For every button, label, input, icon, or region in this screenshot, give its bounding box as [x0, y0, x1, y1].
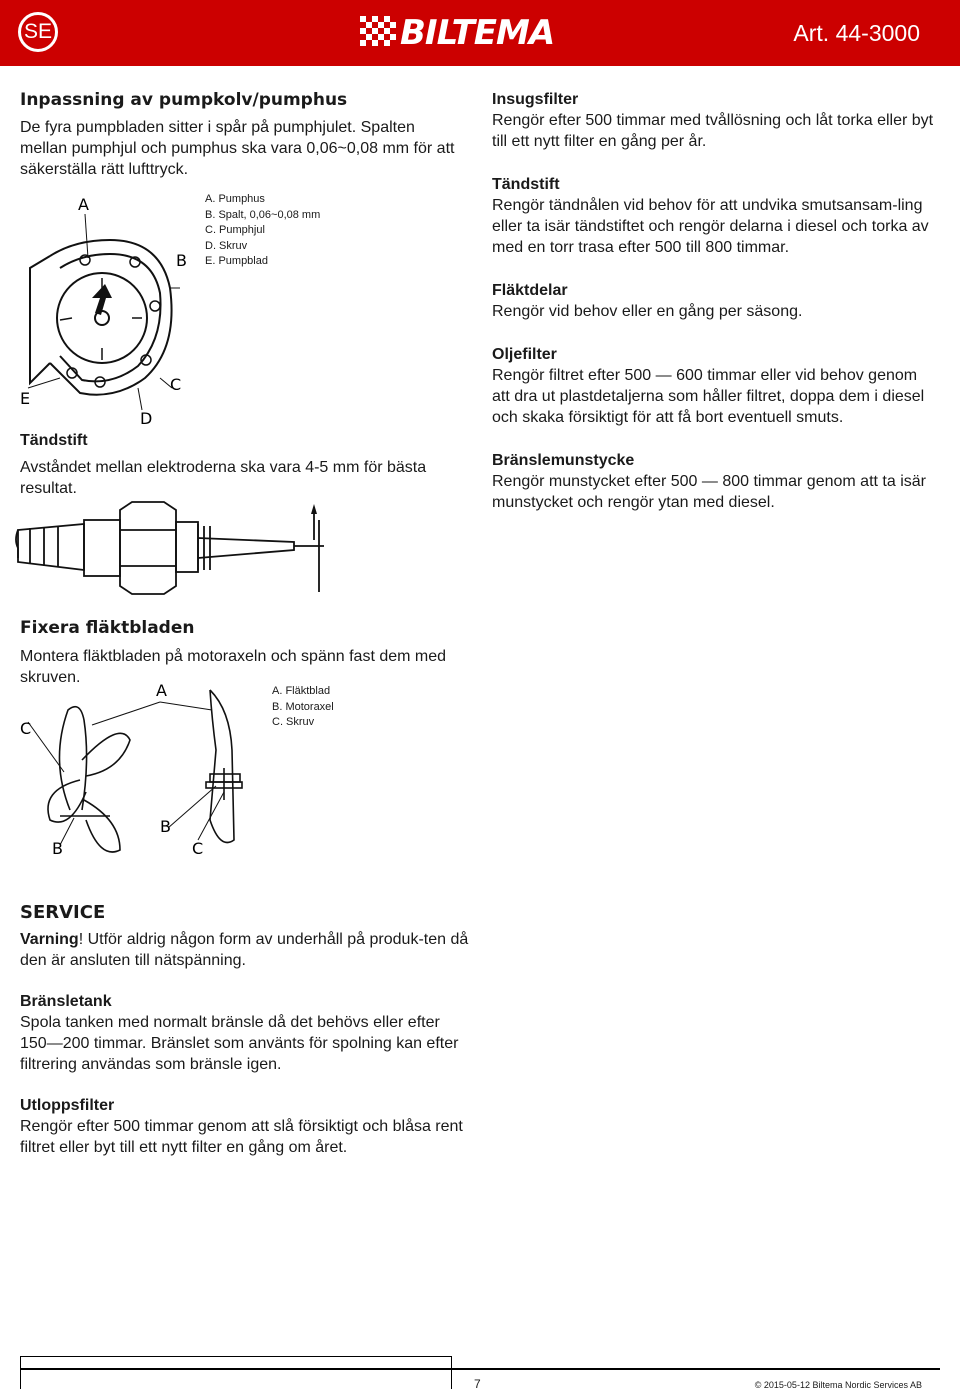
section-title: Bränsletank — [20, 993, 112, 1010]
pump-legend-item: E. Pumpblad — [205, 255, 268, 267]
fan-title: Fixera fläktbladen — [20, 618, 195, 638]
fan-callout-b: B — [52, 839, 63, 858]
checker-flag-icon — [360, 16, 396, 46]
maintenance-section — [492, 280, 934, 322]
fan-callout-c: C — [192, 839, 204, 858]
warning-label: Varning — [20, 931, 79, 948]
maintenance-section — [492, 174, 934, 258]
service-subsection — [20, 991, 470, 1075]
fan-legend — [272, 684, 392, 731]
section-title: Fläktdelar — [492, 282, 568, 299]
section-text: Spola tanken med normalt bränsle då det behövs eller efter 150—200 timmar. Bränslet som använts för spolning kan efter filtrering användas som bränsle igen. — [20, 1014, 459, 1073]
section-text: Rengör efter 500 timmar med tvållösning och låt torka eller byt till ett nytt filter en gång per år. — [492, 112, 934, 150]
pump-callout-d: D — [140, 409, 153, 428]
maintenance-section — [492, 450, 934, 513]
pump-callout-b: B — [176, 251, 187, 270]
fan-diagram — [20, 680, 270, 860]
fan-callout-c: C — [20, 719, 32, 738]
section-text: Rengör efter 500 timmar genom att slå försiktigt och blåsa rent filtret eller byt till ett nytt filter en gång om året. — [20, 1118, 463, 1156]
pump-section — [20, 90, 460, 180]
article-number: Art. 44-3000 — [793, 20, 920, 46]
section-text: Rengör tändnålen vid behov för att undvika smutsansam-ling eller ta isär tändstiftet och rengör delarna i diesel och torka av med en torr trasa efter 500 till 800 timmar. — [492, 197, 929, 256]
fan-legend-item: A. Fläktblad — [272, 685, 331, 697]
section-title: Insugsfilter — [492, 91, 579, 108]
brand-logo: BILTEMA — [400, 13, 555, 53]
page-number: 7 — [474, 1377, 481, 1391]
spark-plug-section — [20, 430, 470, 499]
footer-frame — [20, 1356, 452, 1389]
pump-callout-a: A — [78, 195, 89, 214]
fan-legend-item: C. Skruv — [272, 716, 315, 728]
fan-callout-a: A — [156, 681, 167, 700]
pump-legend-item: D. Skruv — [205, 239, 248, 252]
section-title: Utloppsfilter — [20, 1097, 115, 1114]
fan-section — [20, 618, 470, 688]
warning-body: ! Utför aldrig någon form av underhåll på produk-ten då den är ansluten till nätspänning. — [20, 931, 469, 969]
service-subsection — [20, 1095, 470, 1158]
pump-legend-item: A. Pumphus — [205, 193, 265, 205]
pump-legend — [205, 192, 365, 270]
pump-diagram — [20, 188, 205, 428]
spark-plug-diagram — [14, 500, 344, 595]
footer-divider — [20, 1368, 940, 1370]
pump-legend-item: B. Spalt, 0,06~0,08 mm — [205, 208, 321, 221]
section-title: Tändstift — [492, 176, 560, 193]
pump-callout-e: E — [20, 389, 31, 408]
section-text: Rengör filtret efter 500 — 600 timmar eller vid behov genom att dra ut plastdetaljerna som håller filtret, doppa dem i diesel och skaka försiktigt för att få bort eventuell smuts. — [492, 367, 925, 426]
copyright: © 2015-05-12 Biltema Nordic Services AB — [754, 1380, 922, 1390]
pump-text: De fyra pumpbladen sitter i spår på pumphjulet. Spalten mellan pumphjul och pumphus ska vara 0,06~0,08 mm för att säkerställa rätt lufttryck. — [20, 119, 455, 178]
fan-text: Montera fläktbladen på motoraxeln och spänn fast dem med skruven. — [20, 648, 447, 686]
spark-plug-text: Avståndet mellan elektroderna ska vara 4-5 mm för bästa resultat. — [20, 459, 427, 497]
maintenance-section — [492, 344, 934, 428]
pump-callout-c: C — [170, 375, 182, 394]
warning-text — [20, 929, 470, 971]
section-title: Oljefilter — [492, 346, 557, 363]
section-text: Rengör munstycket efter 500 — 800 timmar genom att ta isär munstycket och rengör ytan med diesel. — [492, 473, 926, 511]
header-bar — [0, 0, 960, 66]
maintenance-section — [492, 89, 934, 152]
pump-title: Inpassning av pumpkolv/pumphus — [20, 90, 348, 110]
pump-legend-item: C. Pumphjul — [205, 224, 265, 236]
fan-callout-b: B — [160, 817, 171, 836]
service-title: SERVICE — [20, 902, 106, 923]
section-text: Rengör vid behov eller en gång per säsong. — [492, 303, 803, 320]
right-column — [492, 89, 934, 513]
service-section — [20, 902, 470, 1158]
section-title: Bränslemunstycke — [492, 452, 635, 469]
fan-legend-item: B. Motoraxel — [272, 700, 334, 713]
language-badge: SE — [18, 12, 58, 52]
spark-plug-title: Tändstift — [20, 432, 88, 449]
